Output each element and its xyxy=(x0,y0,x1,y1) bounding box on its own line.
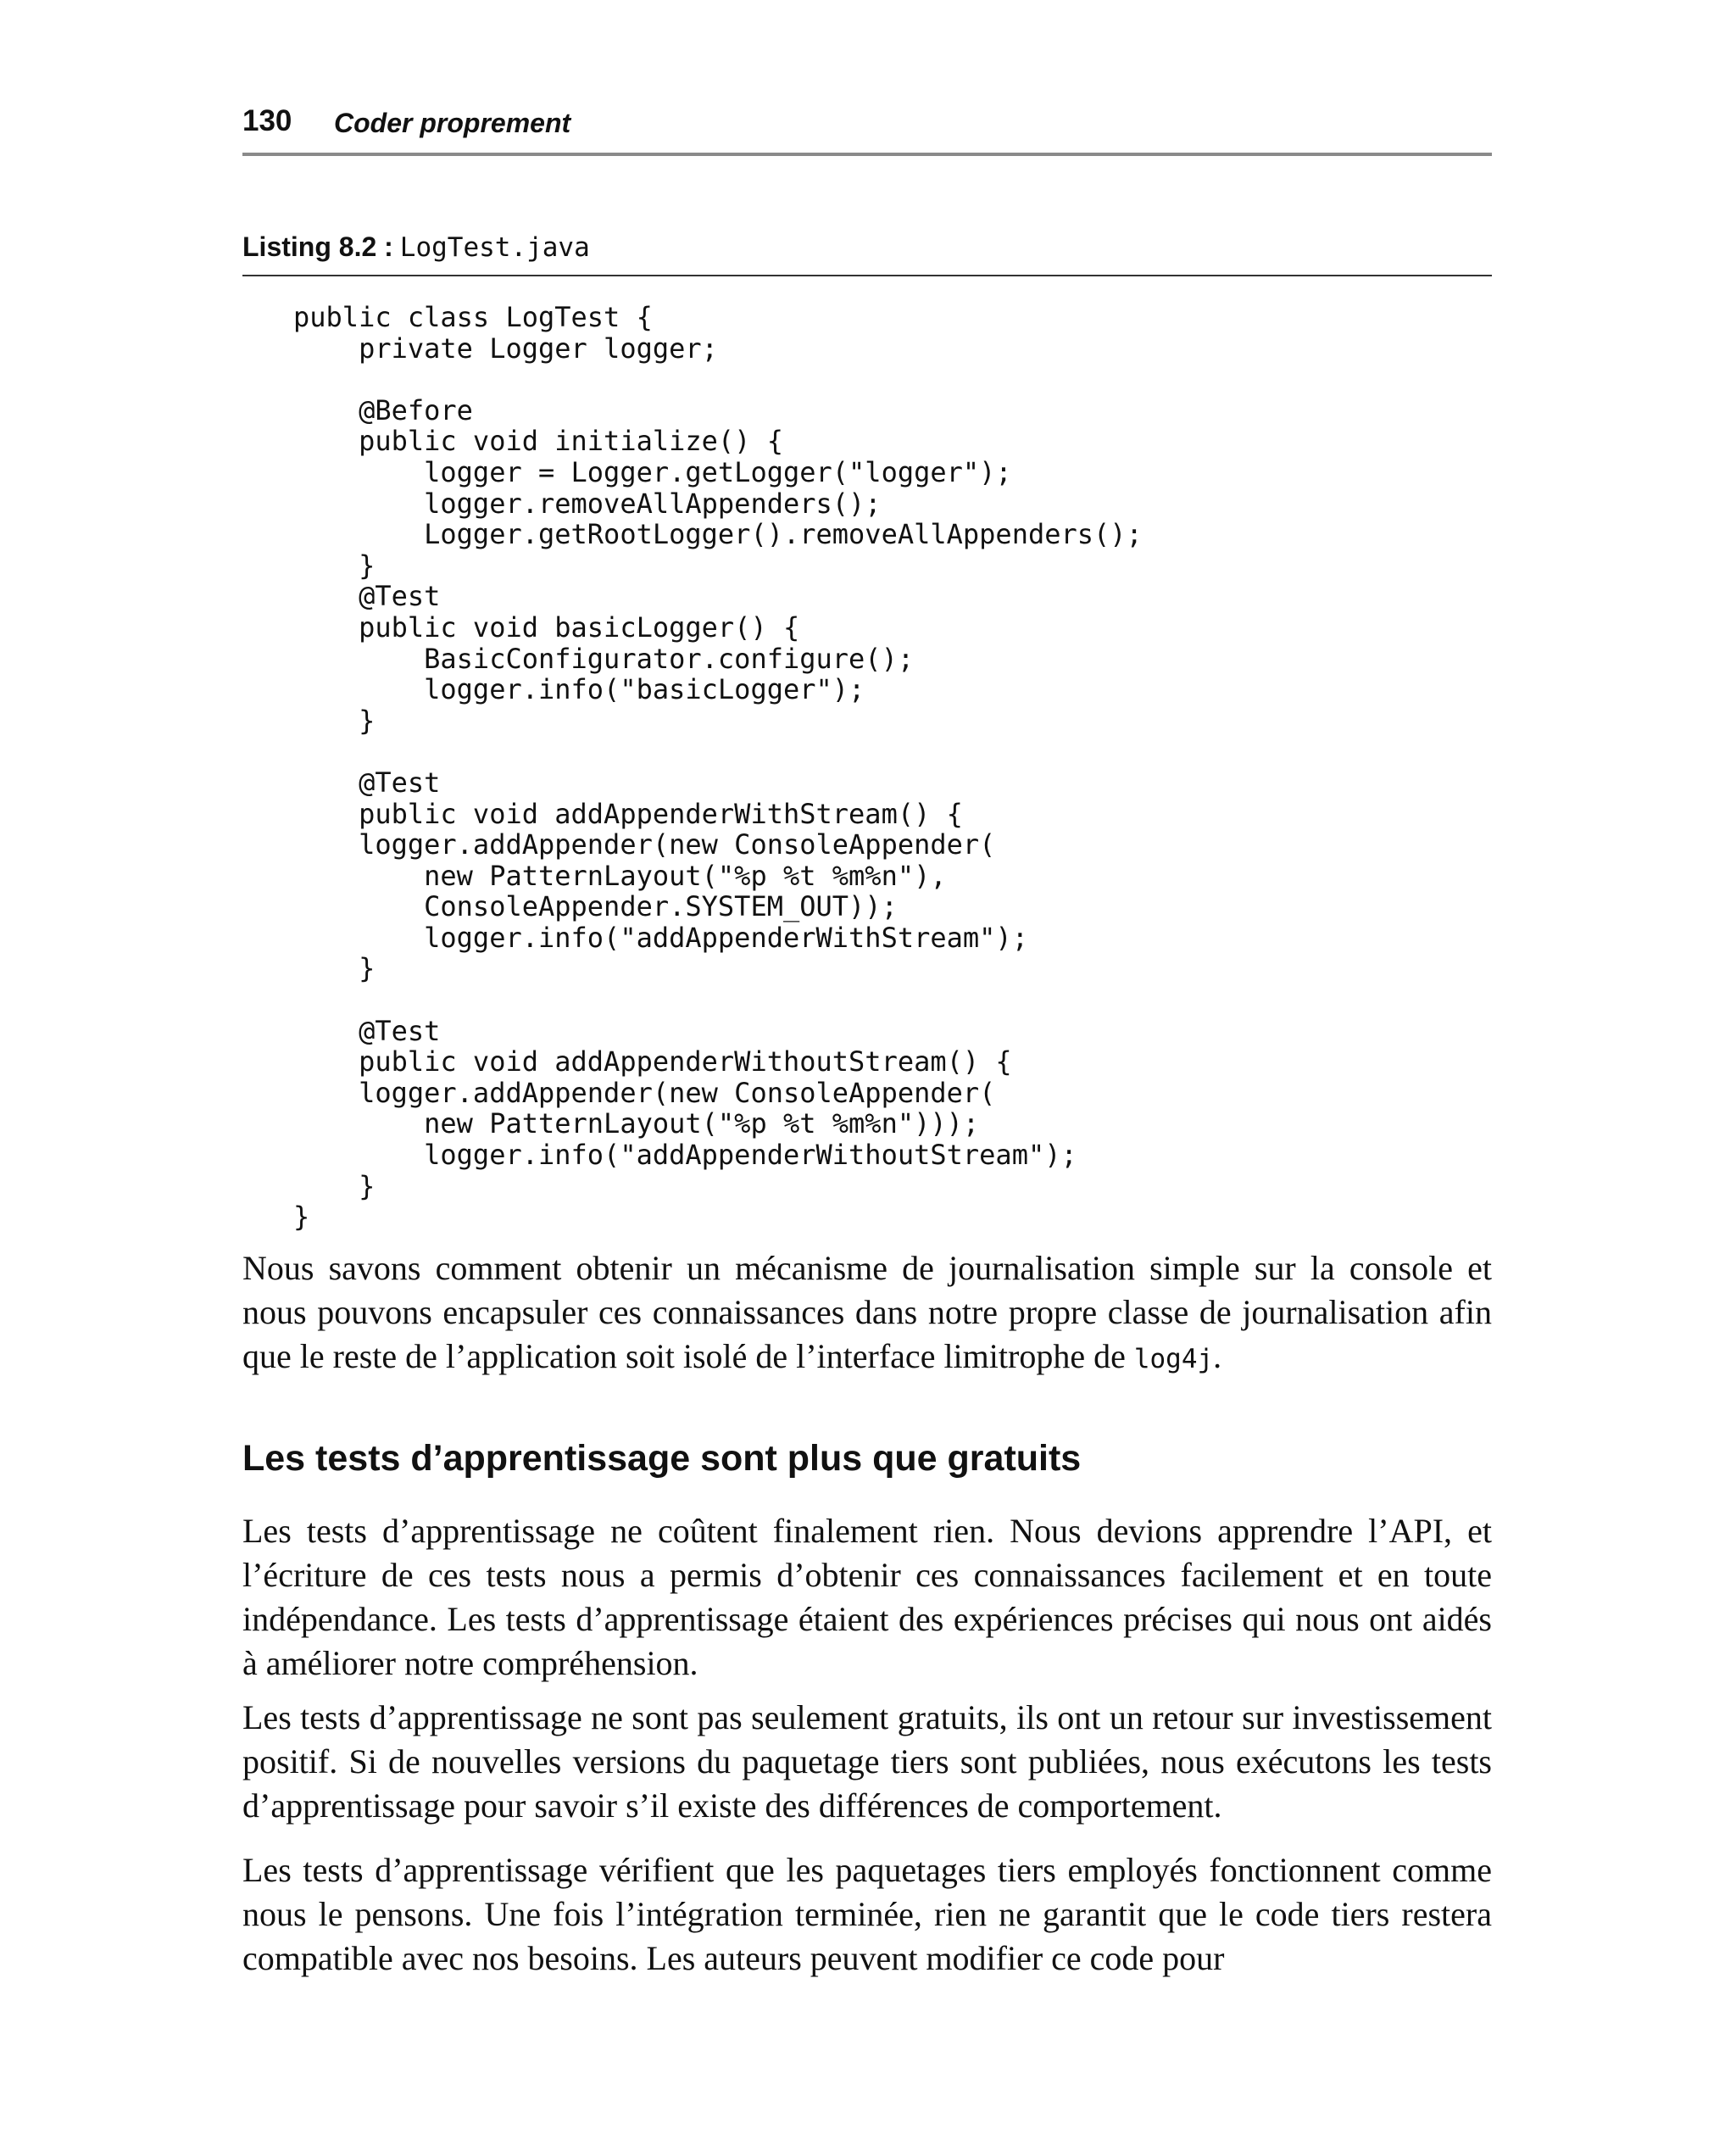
page-number: 130 xyxy=(242,104,292,137)
listing-filename: LogTest.java xyxy=(399,232,590,263)
paragraph-learning-tests-verify: Les tests d’apprentissage vérifient que les paquetages tiers employés fonctionnent comme nous le pensons. Une fois l’intégration terminée, rien ne garantit que le code tiers restera compatible avec nos besoins. Les auteurs peuvent modifier ce code pour xyxy=(242,1851,1492,1977)
section-heading: Les tests d’apprentissage sont plus que gratuits xyxy=(242,1438,1082,1479)
listing-caption xyxy=(242,227,1492,276)
listing-label: Listing 8.2 : xyxy=(242,231,393,262)
paragraph-learning-tests-cost: Les tests d’apprentissage ne coûtent finalement rien. Nous devions apprendre l’API, et l’écriture de ces tests nous a permis d’obtenir ces connaissances facilement et en toute indépendance. Les tests d’apprentissage étaient des expériences précises qui nous ont aidés à améliorer notre compréhension. xyxy=(242,1512,1492,1682)
code-listing: public class LogTest { private Logger logger; @Before public void initialize() { logger = Logger.getLogger("logger"); logger.removeAllAppenders(); Logger.getRootLogger().removeAllAppenders(); } @Test public void basicLogger() { BasicConfigurator.configure(); logger.info("basicLogger"); } @Test public void addAppenderWithStream() { logger.addAppender(new ConsoleAppender( new PatternLayout("%p %t %m%n"), ConsoleAppender.SYSTEM_OUT)); logger.info("addAppenderWithStream"); } @Test public void addAppenderWithoutStream() { logger.addAppender(new ConsoleAppender( new PatternLayout("%p %t %m%n"))); logger.info("addAppenderWithoutStream"); } } xyxy=(293,301,1143,1234)
paragraph-learning-tests-roi: Les tests d’apprentissage ne sont pas seulement gratuits, ils ont un retour sur investissement positif. Si de nouvelles versions du paquetage tiers sont publiées, nous exécutons les tests d’apprentissage pour savoir s’il existe des différences de comportement. xyxy=(242,1698,1492,1825)
paragraph-logging-end: . xyxy=(1213,1337,1222,1375)
page-header xyxy=(242,100,1492,156)
inline-code-log4j: log4j xyxy=(1133,1344,1214,1374)
paragraph-logging xyxy=(242,1246,1492,1381)
paragraph-logging-text: Nous savons comment obtenir un mécanisme de journalisation simple sur la console et nous pouvons encapsuler ces connaissances dans notre propre classe de journalisation afin que le reste de l’application soit isolé de l’interface limitrophe de xyxy=(242,1249,1492,1375)
running-title: Coder proprement xyxy=(334,108,571,138)
